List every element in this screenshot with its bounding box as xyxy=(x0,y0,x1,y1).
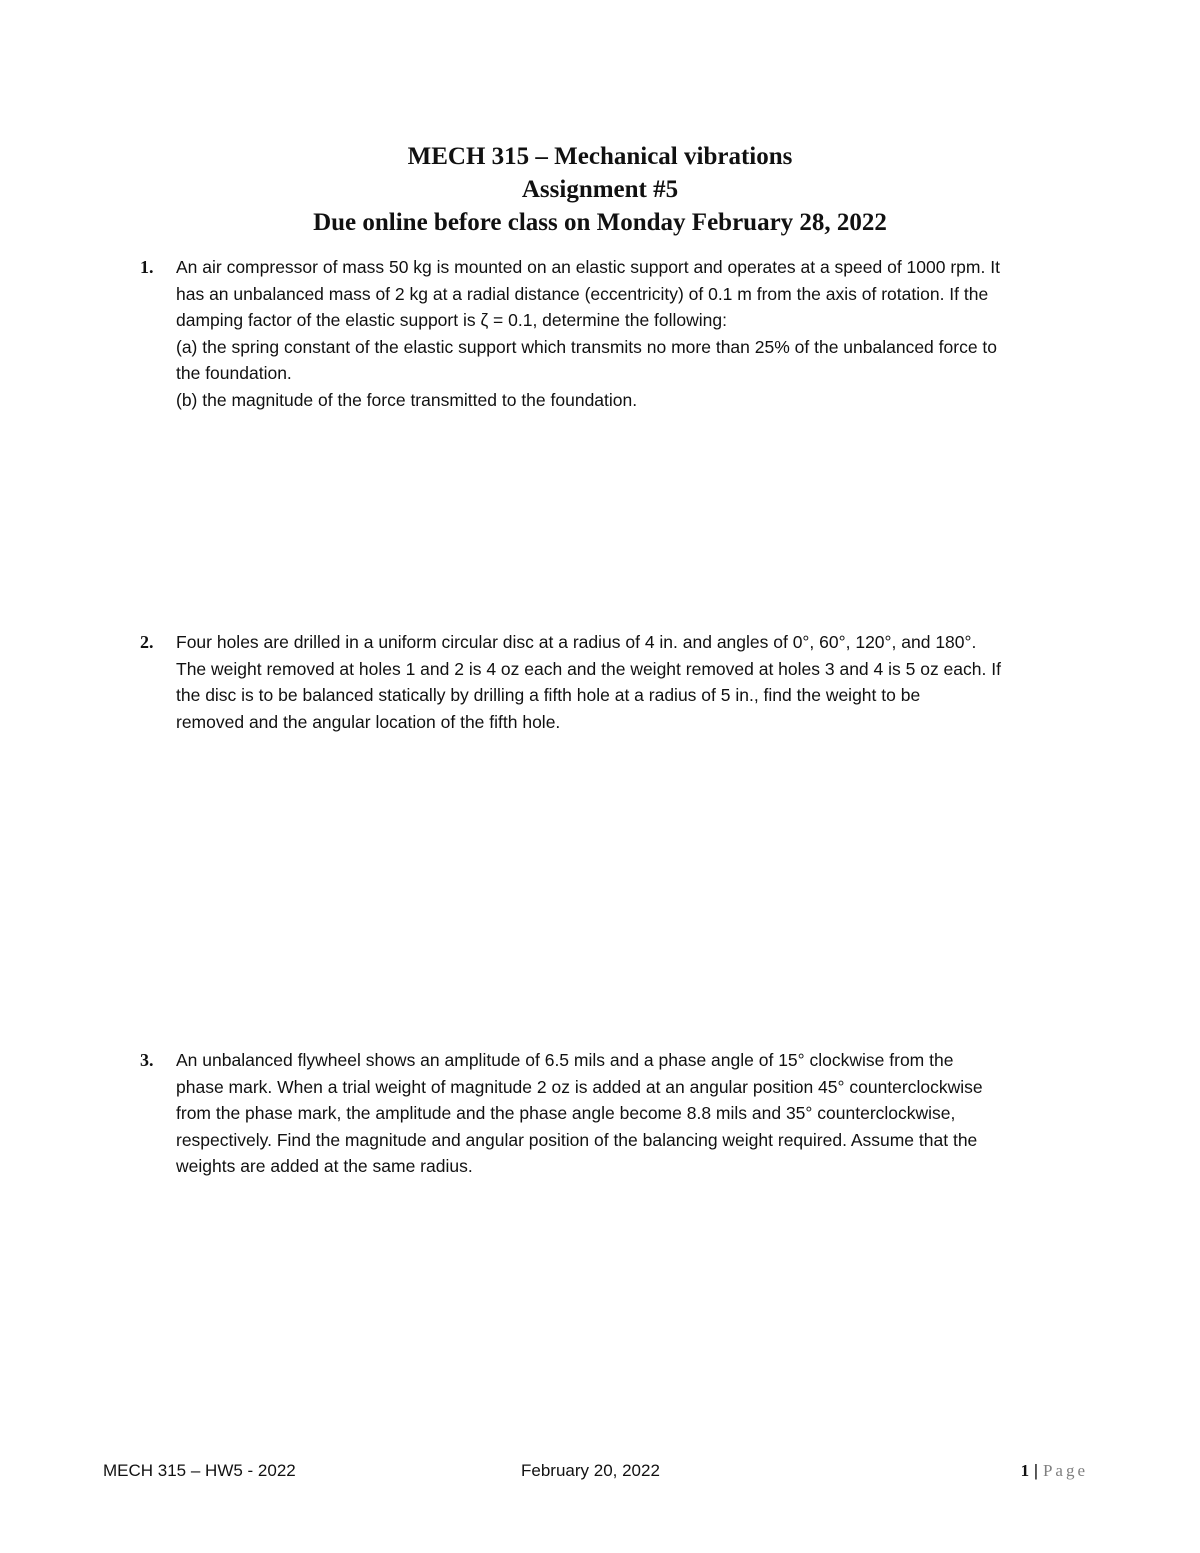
question-line: The weight removed at holes 1 and 2 is 4 oz each and the weight removed at holes 3 and 4 is 5 oz each. If xyxy=(176,658,1001,679)
question-line: from the phase mark, the amplitude and the phase angle become 8.8 mils and 35° counterclockwise, xyxy=(176,1103,956,1124)
question-line: removed and the angular location of the fifth hole. xyxy=(176,711,561,732)
question-line: Four holes are drilled in a uniform circular disc at a radius of 4 in. and angles of 0°, 60°, 120°, and 180°. xyxy=(176,632,977,652)
question-line: the foundation. xyxy=(176,363,292,384)
question-line: the disc is to be balanced statically by drilling a fifth hole at a radius of 5 in., find the weight to be xyxy=(176,685,921,706)
due-date-line: Due online before class on Monday February 28, 2022 xyxy=(313,209,887,236)
footer-course-code: MECH 315 – HW5 - 2022 xyxy=(103,1461,296,1480)
page-label: Page xyxy=(1042,1461,1088,1480)
question-line: An unbalanced flywheel shows an amplitude of 6.5 mils and a phase angle of 15° clockwise from the xyxy=(176,1050,954,1070)
question-number: 2. xyxy=(140,632,154,652)
assignment-title: Assignment #5 xyxy=(521,176,679,203)
question-line: phase mark. When a trial weight of magnitude 2 oz is added at an angular position 45° counterclockwise xyxy=(176,1076,983,1097)
question-line: damping factor of the elastic support is ζ = 0.1, determine the following: xyxy=(176,310,728,331)
question-line: (b) the magnitude of the force transmitted to the foundation. xyxy=(176,389,638,410)
question-text xyxy=(176,629,1100,735)
question-text xyxy=(176,254,1100,414)
footer-page-indicator xyxy=(1021,1459,1088,1483)
question-number: 3. xyxy=(140,1050,154,1070)
question-line: weights are added at the same radius. xyxy=(176,1156,473,1177)
question-line: respectively. Find the magnitude and angular position of the balancing weight required. Assume that the xyxy=(176,1129,978,1150)
page-number: 1 xyxy=(1020,1461,1030,1480)
course-title: MECH 315 – Mechanical vibrations xyxy=(407,143,793,170)
question-line: An air compressor of mass 50 kg is mounted on an elastic support and operates at a speed of 1000 rpm. It xyxy=(176,257,1000,277)
question-line: (a) the spring constant of the elastic support which transmits no more than 25% of the unbalanced force to xyxy=(176,336,998,357)
footer-date: February 20, 2022 xyxy=(521,1461,660,1480)
question-text xyxy=(176,1047,1100,1180)
page-separator: | xyxy=(1033,1461,1039,1480)
document-title xyxy=(0,140,1200,239)
question-number: 1. xyxy=(140,257,154,277)
question-line: has an unbalanced mass of 2 kg at a radial distance (eccentricity) of 0.1 m from the axis of rotation. If the xyxy=(176,283,989,304)
